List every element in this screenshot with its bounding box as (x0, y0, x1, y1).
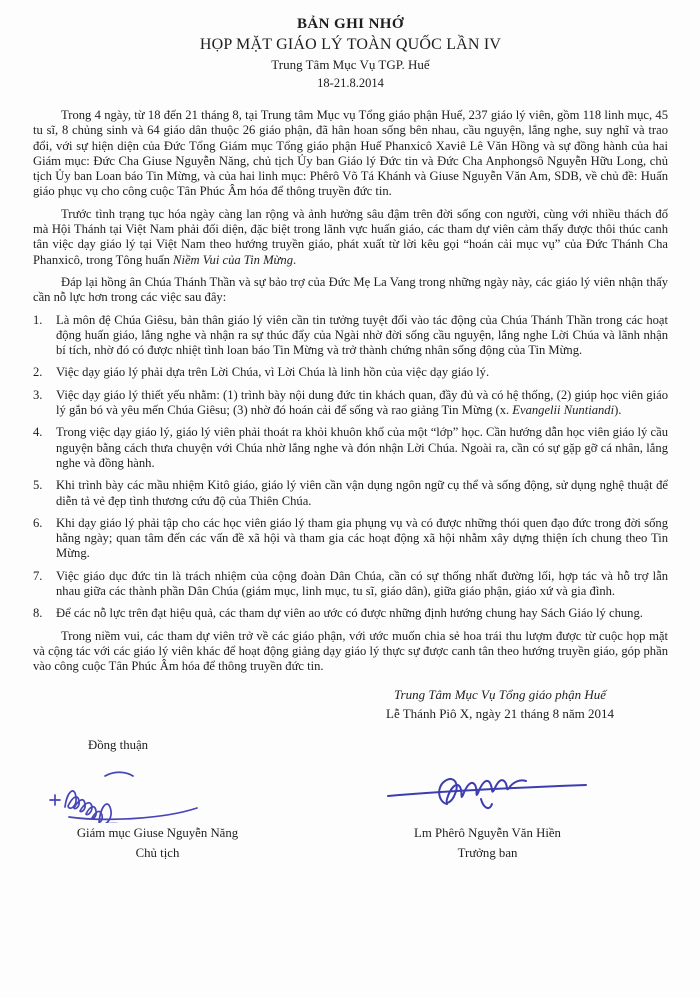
list-item-text: Khi trình bày các mầu nhiệm Kitô giáo, giáo lý viên cần vận dụng ngôn ngữ cụ thể và sống động, sử dụng nghệ thuật để diễn tả vẻ đẹp tình thương cứu độ của Thiên Chúa. (56, 478, 668, 508)
list-item (33, 606, 668, 621)
list-item-number: 4. (33, 425, 43, 440)
paragraph-resolutions-lead: Đáp lại hồng ân Chúa Thánh Thần và sự bảo trợ của Đức Mẹ La Vang trong những ngày này, các giáo lý viên nhận thấy cần nỗ lực hơn trong các việc sau đây: (33, 274, 668, 305)
document-title-evangelii-nuntiandi: Evangelii Nuntiandi (512, 403, 615, 418)
list-item-number: 6. (33, 515, 43, 530)
list-item-number: 1. (33, 312, 43, 327)
signature-section (33, 681, 668, 913)
memo-venue: Trung Tâm Mục Vụ TGP. Huế (271, 57, 430, 72)
list-item (33, 365, 668, 380)
list-item (33, 388, 668, 419)
list-item-number: 7. (33, 568, 43, 583)
resolutions-list (33, 313, 668, 622)
list-item-text: Trong việc dạy giáo lý, giáo lý viên phải thoát ra khỏi khuôn khổ của một “lớp” học. Cần hướng dẫn học viên giáo lý cầu nguyện bằng cách thưa chuyện với Chúa nhờ lắng nghe và đón nhận Lời Chúa. Ngoài ra, cần có sự gặp gỡ cá nhân, lắng nghe và đồng hành. (56, 425, 668, 470)
list-item (33, 313, 668, 359)
paragraph-context-end: . (293, 252, 297, 267)
memo-header (33, 15, 668, 92)
signatory-right (360, 823, 615, 863)
signatory-right-title: Trưởng ban (457, 845, 518, 860)
memo-title: BẢN GHI NHỚ (297, 16, 404, 32)
list-item-number: 5. (33, 478, 43, 493)
list-item-text: Khi dạy giáo lý phải tập cho các học viên giáo lý tham gia phụng vụ và có được những thói quen đạo đức trong đời sống hằng ngày; quan tâm đến các vấn đề xã hội và tham gia các hoạt động xã hội nhằm xây dựng thiện ích chung theo Tin Mừng. (56, 515, 668, 561)
list-item-text-pre: Việc dạy giáo lý thiết yếu nhằm: (1) trình bày nội dung đức tin khách quan, đầy đủ và có hệ thống, (2) giúp học viên giáo lý gắn bó và yêu mến Chúa Giêsu; (3) nhờ đó hoán cải để sống và rao giảng Tin Mừng (x. (56, 387, 668, 418)
list-item-number: 2. (33, 365, 43, 380)
paragraph-intro: Trong 4 ngày, từ 18 đến 21 tháng 8, tại Trung tâm Mục vụ Tổng giáo phận Huế, 237 giáo lý viên, gồm 118 linh mục, 45 tu sĩ, 8 chủng sinh và 64 giáo dân thuộc 26 giáo phận, đã hân hoan sống bên nhau, cầu nguyện, lắng nghe, suy nghĩ và trao đổi, với sự hiện diện của Đức Tổng Giám mục Tổng giáo phận Huế Phanxicô Xaviê Lê Văn Hồng và sự đồng hành của hai Giám mục: Đức Cha Giuse Nguyễn Năng, chủ tịch Ủy ban Giáo lý Đức tin và Đức Cha Anphongsô Nguyễn Hữu Long, chủ tịch Ủy ban Loan báo Tin Mừng, và của hai linh mục: Phêrô Võ Tá Khánh và Giuse Nguyễn Văn Am, SDB, về chủ đề: Huấn giáo phục vụ cho công cuộc Tân Phúc Âm hóa để thông truyền đức tin. (33, 108, 668, 199)
signature-right-ink (383, 765, 593, 820)
paragraph-context (33, 207, 668, 268)
document-title-evangelii-gaudium: Niềm Vui của Tin Mừng (173, 252, 294, 267)
memo-subtitle: HỌP MẶT GIÁO LÝ TOÀN QUỐC LẦN IV (199, 36, 502, 53)
signoff-block (330, 685, 670, 723)
list-item (33, 569, 668, 600)
paragraph-context-text: Trước tình trạng tục hóa ngày càng lan rộng và ảnh hưởng sâu đậm trên đời sống con người, cùng với nhiều thách đố mà Hội Thánh tại Việt Nam phải đối diện, đặc biệt trong lãnh vực huấn giáo, các tham dự viên cảm thấy được thôi thúc canh tân việc dạy giáo lý tại Việt Nam theo hướng truyền giáo, phát xuất từ lời kêu gọi “hoán cải mục vụ” của Đức Thánh Cha Phanxicô, trong Tông huấn (33, 206, 668, 267)
signoff-place: Trung Tâm Mục Vụ Tổng giáo phận Huế (394, 686, 606, 702)
signature-left-ink (43, 759, 233, 823)
signatory-left-title: Chủ tịch (135, 845, 180, 860)
list-item (33, 478, 668, 509)
list-item (33, 516, 668, 562)
memo-dates: 18-21.8.2014 (317, 76, 384, 90)
list-item-text: Để các nỗ lực trên đạt hiệu quả, các tham dự viên ao ước có được những định hướng chung hay Sách Giáo lý chung. (56, 606, 643, 621)
list-item-number: 8. (33, 606, 43, 621)
list-item-text (56, 388, 668, 419)
signatory-right-name: Lm Phêrô Nguyễn Văn Hiền (414, 825, 561, 840)
list-item-text: Là môn đệ Chúa Giêsu, bản thân giáo lý viên cần tin tưởng tuyệt đối vào tác động của Chúa Thánh Thần trong các hoạt động huấn giáo, lắng nghe và nhận ra sự thúc đẩy của Ngài nhờ đời sống cầu nguyện, lắng nghe Lời Chúa và lãnh nhận bí tích, nhờ đó có được nhiệt tình loan báo Tin Mừng và trở thành chứng nhân sống động của Tin Mừng. (56, 312, 668, 358)
paragraph-closing: Trong niềm vui, các tham dự viên trở về các giáo phận, với ước muốn chia sẻ hoa trái thu lượm được từ cuộc họp mặt và cộng tác với các giáo lý viên khác để hoạt động giảng dạy giáo lý thực sự được canh tân theo hướng truyền giáo, góp phần vào công cuộc Tân Phúc Âm hóa để thông truyền đức tin. (33, 628, 668, 674)
list-item-text: Việc dạy giáo lý phải dựa trên Lời Chúa, vì Lời Chúa là linh hồn của việc dạy giáo lý. (56, 365, 490, 380)
agreement-label: Đồng thuận (88, 737, 149, 752)
signatory-left (35, 823, 280, 863)
list-item-text-post: ). (614, 403, 622, 418)
signoff-date: Lễ Thánh Piô X, ngày 21 tháng 8 năm 2014 (386, 705, 614, 721)
list-item-text: Việc giáo dục đức tin là trách nhiệm của cộng đoàn Dân Chúa, cần có sự thống nhất đường lối, hợp tác và hỗ trợ lẫn nhau giữa các thành phần Dân Chúa (giám mục, linh mục, tu sĩ, giáo dân), giữa giáo phận, giáo xứ và gia đình. (56, 568, 668, 599)
list-item (33, 425, 668, 471)
signatory-left-name: Giám mục Giuse Nguyễn Năng (76, 825, 239, 840)
list-item-number: 3. (33, 387, 43, 402)
